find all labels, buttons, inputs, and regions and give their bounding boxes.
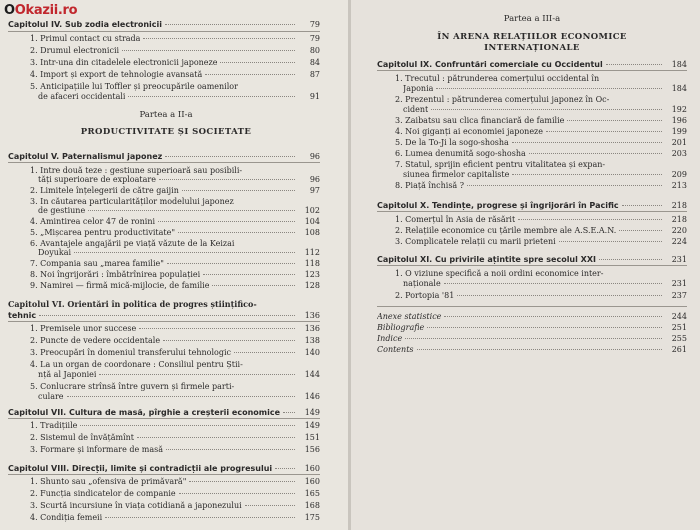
toc-page-number: 165 bbox=[304, 489, 320, 498]
annex-entry bbox=[377, 345, 687, 354]
toc-entry bbox=[395, 291, 687, 300]
toc-page-number: 108 bbox=[304, 228, 320, 237]
dot-leader bbox=[529, 153, 662, 154]
toc-entry bbox=[30, 270, 320, 279]
toc-entry-text: 4. Condiția femeii bbox=[30, 513, 103, 522]
toc-page-number: 91 bbox=[309, 92, 320, 101]
toc-entry bbox=[30, 281, 320, 290]
dot-leader bbox=[166, 449, 295, 450]
dot-leader bbox=[80, 425, 295, 426]
toc-page-number: 192 bbox=[671, 105, 687, 114]
part-label: Partea a II-a bbox=[139, 110, 193, 120]
chapter-heading bbox=[377, 201, 687, 210]
toc-entry-text: 1. Trecutul : pătrunderea comerțului occidental în bbox=[395, 74, 600, 83]
toc-page-number: 79 bbox=[309, 34, 320, 43]
annex-entry bbox=[377, 323, 687, 332]
toc-entry bbox=[30, 259, 320, 268]
toc-page-number: 255 bbox=[671, 334, 687, 343]
rule-line bbox=[8, 418, 320, 419]
toc-entry-text: 1. Premisele unor succese bbox=[30, 324, 137, 333]
toc-page-number: 261 bbox=[671, 345, 687, 354]
toc-page-number: 196 bbox=[671, 116, 687, 125]
toc-entry bbox=[38, 92, 320, 101]
toc-entry-text: tăți superioare de exploatare bbox=[38, 175, 156, 184]
dot-leader bbox=[622, 205, 662, 206]
toc-page-number: 96 bbox=[309, 152, 320, 161]
toc-entry bbox=[30, 489, 320, 498]
dot-leader bbox=[203, 274, 295, 275]
toc-entry bbox=[30, 336, 320, 345]
dot-leader bbox=[220, 62, 295, 63]
dot-leader bbox=[606, 64, 662, 65]
toc-entry-text: Capitolul VII. Cultura de masă, pîrghie a creșterii economice bbox=[8, 408, 281, 417]
toc-entry-text: 4. Noi giganți ai economiei japoneze bbox=[395, 127, 544, 136]
dot-leader bbox=[105, 517, 295, 518]
toc-entry-text: 2. Sistemul de învățămînt bbox=[30, 433, 135, 442]
toc-entry bbox=[403, 105, 687, 114]
toc-entry-text: nță al Japoniei bbox=[38, 370, 97, 379]
toc-page-number: 136 bbox=[304, 324, 320, 333]
toc-entry bbox=[30, 186, 320, 195]
dot-leader bbox=[165, 24, 295, 25]
toc-page-number: 184 bbox=[671, 60, 687, 69]
toc-page-number: 118 bbox=[304, 259, 320, 268]
toc-entry-text: 8. Piață închisă ? bbox=[395, 181, 465, 190]
toc-page-number: 224 bbox=[671, 237, 687, 246]
toc-page-number: 87 bbox=[309, 70, 320, 79]
dot-leader bbox=[137, 437, 295, 438]
toc-entry-text: Capitolul X. Tendințe, progrese și îngrijorări în Pacific bbox=[377, 201, 619, 210]
chapter-heading bbox=[377, 60, 687, 69]
dot-leader bbox=[512, 174, 662, 175]
toc-entry bbox=[38, 175, 320, 184]
rule-line bbox=[377, 70, 687, 71]
annex-entry bbox=[377, 334, 687, 343]
toc-page-number: 244 bbox=[671, 312, 687, 321]
rule-line bbox=[377, 211, 687, 212]
toc-page-number: 201 bbox=[671, 138, 687, 147]
toc-entry bbox=[395, 237, 687, 246]
toc-entry bbox=[38, 392, 320, 401]
toc-entry bbox=[38, 206, 320, 215]
toc-entry-text: Anexe statistice bbox=[377, 312, 442, 321]
dot-leader bbox=[189, 481, 295, 482]
toc-entry-text: de gestiune bbox=[38, 206, 86, 215]
dot-leader bbox=[67, 396, 295, 397]
toc-page-number: 218 bbox=[671, 215, 687, 224]
toc-entry bbox=[30, 421, 320, 430]
toc-page-number: 151 bbox=[304, 433, 320, 442]
rule-line bbox=[8, 162, 320, 163]
toc-entry-text: 3. Preocupări în domeniul transferului tehnologic bbox=[30, 348, 232, 357]
toc-page-number: 112 bbox=[304, 248, 320, 257]
toc-entry-text: 2. Puncte de vedere occidentale bbox=[30, 336, 161, 345]
toc-entry bbox=[30, 58, 320, 67]
toc-entry-text: 2. Limitele înțelegerii de către gaijin bbox=[30, 186, 179, 195]
toc-page-number: 175 bbox=[304, 513, 320, 522]
toc-page-number: 209 bbox=[671, 170, 687, 179]
dot-leader bbox=[179, 493, 295, 494]
dot-leader bbox=[275, 468, 295, 469]
toc-page-number: 123 bbox=[304, 270, 320, 279]
annex-entry bbox=[377, 312, 687, 321]
toc-page-number: 96 bbox=[309, 175, 320, 184]
toc-entry-text: 3. Formare și informare de masă bbox=[30, 445, 163, 454]
toc-entry bbox=[395, 116, 687, 125]
toc-entry-text: Capitolul IX. Confruntări comerciale cu Occidentul bbox=[377, 60, 603, 69]
rule-line bbox=[8, 474, 320, 475]
toc-page-number: 237 bbox=[671, 291, 687, 300]
dot-leader bbox=[158, 221, 295, 222]
left-page bbox=[0, 0, 349, 530]
toc-entry-text: culare bbox=[38, 392, 64, 401]
toc-entry-text: Capitolul IV. Sub zodia electronicii bbox=[8, 20, 163, 29]
toc-entry bbox=[395, 181, 687, 190]
toc-page-number: 218 bbox=[671, 201, 687, 210]
dot-leader bbox=[444, 316, 662, 317]
toc-page-number: 128 bbox=[304, 281, 320, 290]
toc-entry-text: 5. Conlucrare strînsă între guvern și firmele parti- bbox=[30, 382, 235, 391]
toc-entry-text: Indice bbox=[377, 334, 403, 343]
toc-page-number: 140 bbox=[304, 348, 320, 357]
part-title: ÎN ARENA RELAȚIILOR ECONOMICE bbox=[437, 32, 627, 42]
toc-entry bbox=[395, 149, 687, 158]
part-title: INTERNAȚIONALE bbox=[484, 43, 580, 53]
toc-entry-text: Capitolul XI. Cu privirile ațintite spre secolul XXI bbox=[377, 255, 596, 264]
toc-entry bbox=[30, 501, 320, 510]
dot-leader bbox=[512, 142, 662, 143]
chapter-heading bbox=[8, 408, 320, 417]
dot-leader bbox=[159, 179, 295, 180]
chapter-heading bbox=[8, 152, 320, 161]
toc-entry-text: 6. Lumea denumită sogo-shosha bbox=[395, 149, 526, 158]
toc-entry-text: 3. Intr-una din citadelele electronicii japoneze bbox=[30, 58, 218, 67]
right-page bbox=[351, 0, 700, 530]
toc-page-number: 104 bbox=[304, 217, 320, 226]
part-title: PRODUCTIVITATE ȘI SOCIETATE bbox=[80, 127, 252, 137]
toc-page-number: 102 bbox=[304, 206, 320, 215]
toc-entry bbox=[395, 226, 687, 235]
watermark-logo: OOkazii.ro bbox=[4, 3, 78, 18]
dot-leader bbox=[405, 338, 662, 339]
dot-leader bbox=[457, 295, 662, 296]
toc-entry bbox=[403, 84, 687, 93]
dot-leader bbox=[139, 328, 295, 329]
dot-leader bbox=[567, 120, 662, 121]
toc-entry bbox=[395, 127, 687, 136]
dot-leader bbox=[128, 96, 295, 97]
dot-leader bbox=[143, 38, 295, 39]
part-label: Partea a III-a bbox=[503, 14, 561, 24]
toc-entry bbox=[30, 217, 320, 226]
toc-entry-text: 3. Scurtă incursiune în viața cotidiană a japonezului bbox=[30, 501, 242, 510]
toc-entry-text: 3. Zaibatsu sau clica financiară de familie bbox=[395, 116, 565, 125]
toc-entry-text: 3. In căutarea particularităților modelului japonez bbox=[30, 197, 234, 206]
toc-entry-text: 4. Import și export de tehnologie avansată bbox=[30, 70, 203, 79]
toc-page-number: 138 bbox=[304, 336, 320, 345]
toc-page-number: 160 bbox=[304, 477, 320, 486]
toc-page-number: 251 bbox=[671, 323, 687, 332]
toc-entry bbox=[30, 70, 320, 79]
toc-entry bbox=[38, 370, 320, 379]
toc-entry-text: Capitolul VIII. Direcții, limite și contradicții ale progresului bbox=[8, 464, 273, 473]
dot-leader bbox=[178, 232, 295, 233]
toc-page-number: 80 bbox=[309, 46, 320, 55]
toc-page-number: 149 bbox=[304, 421, 320, 430]
toc-entry-text: 5. „Mișcarea pentru productivitate" bbox=[30, 228, 176, 237]
toc-entry bbox=[30, 348, 320, 357]
toc-page-number: 231 bbox=[671, 255, 687, 264]
toc-page-number: 220 bbox=[671, 226, 687, 235]
chapter-heading bbox=[8, 20, 320, 29]
toc-page-number: 146 bbox=[304, 392, 320, 401]
toc-entry-text: 1. Comerțul în Asia de răsărit bbox=[395, 215, 516, 224]
dot-leader bbox=[163, 340, 295, 341]
toc-entry-text: 9. Namirei — firmă mică-mijlocie, de familie bbox=[30, 281, 210, 290]
dot-leader bbox=[165, 156, 295, 157]
dot-leader bbox=[427, 327, 662, 328]
dot-leader bbox=[39, 315, 295, 316]
dot-leader bbox=[599, 259, 662, 260]
dot-leader bbox=[467, 185, 662, 186]
toc-entry bbox=[30, 433, 320, 442]
toc-entry bbox=[30, 46, 320, 55]
toc-page-number: 203 bbox=[671, 149, 687, 158]
toc-page-number: 168 bbox=[304, 501, 320, 510]
rule-line bbox=[8, 321, 320, 322]
dot-leader bbox=[205, 74, 295, 75]
toc-page-number: 199 bbox=[671, 127, 687, 136]
toc-page-number: 136 bbox=[304, 311, 320, 320]
dot-leader bbox=[518, 219, 662, 220]
toc-page-number: 144 bbox=[304, 370, 320, 379]
toc-entry bbox=[30, 477, 320, 486]
chapter-heading bbox=[8, 464, 320, 473]
dot-leader bbox=[122, 50, 295, 51]
toc-entry-text: 1. Intre două teze : gestiune superioară sau posibili- bbox=[30, 166, 243, 175]
toc-entry-text: siunea firmelor capitaliste bbox=[403, 170, 510, 179]
toc-entry-text: cident bbox=[403, 105, 429, 114]
toc-entry-text: 2. Funcția sindicatelor de companie bbox=[30, 489, 176, 498]
toc-page-number: 84 bbox=[309, 58, 320, 67]
toc-entry-text: Capitolul V. Paternalismul japonez bbox=[8, 152, 163, 161]
toc-entry-text: Japonia bbox=[403, 84, 434, 93]
dot-leader bbox=[167, 263, 295, 264]
toc-entry bbox=[38, 248, 320, 257]
toc-entry bbox=[30, 228, 320, 237]
toc-page-number: 156 bbox=[304, 445, 320, 454]
rule-line bbox=[8, 31, 320, 32]
dot-leader bbox=[546, 131, 662, 132]
toc-entry-text: 4. Amintirea celor 47 de ronini bbox=[30, 217, 156, 226]
toc-entry bbox=[30, 445, 320, 454]
toc-entry-text: 2. Prezentul : pătrunderea comerțului japonez în Oc- bbox=[395, 95, 610, 104]
dot-leader bbox=[182, 190, 295, 191]
toc-entry-text: 1. Primul contact cu strada bbox=[30, 34, 141, 43]
dot-leader bbox=[559, 241, 662, 242]
toc-entry-text: tehnic bbox=[8, 311, 37, 320]
toc-entry-text: Contents bbox=[377, 345, 414, 354]
toc-entry-text: 2. Portopia '81 bbox=[395, 291, 455, 300]
rule-line bbox=[377, 265, 687, 266]
toc-page-number: 160 bbox=[304, 464, 320, 473]
dot-leader bbox=[436, 88, 662, 89]
toc-entry-text: 7. Compania sau „marea familie" bbox=[30, 259, 164, 268]
toc-page-number: 213 bbox=[671, 181, 687, 190]
dot-leader bbox=[417, 349, 662, 350]
dot-leader bbox=[283, 412, 295, 413]
dot-leader bbox=[444, 283, 662, 284]
toc-entry bbox=[395, 215, 687, 224]
toc-entry bbox=[395, 138, 687, 147]
toc-entry-text: 3. Complicatele relații cu marii prieteni bbox=[395, 237, 556, 246]
toc-entry-text: 1. Shunto sau „ofensiva de primăvară" bbox=[30, 477, 187, 486]
toc-page-number: 231 bbox=[671, 279, 687, 288]
dot-leader bbox=[431, 109, 662, 110]
toc-entry-text: 2. Drumul electronicii bbox=[30, 46, 120, 55]
toc-entry-text: 8. Noi îngrijorări : îmbătrînirea populației bbox=[30, 270, 201, 279]
dot-leader bbox=[74, 252, 295, 253]
watermark-text: Okazii.ro bbox=[14, 3, 78, 18]
toc-entry-text: naționale bbox=[403, 279, 441, 288]
dot-leader bbox=[619, 230, 662, 231]
toc-entry bbox=[30, 513, 320, 522]
toc-entry-text: 6. Avantajele angajării pe viață văzute de la Keizai bbox=[30, 239, 235, 248]
rule-line bbox=[377, 306, 687, 307]
toc-entry bbox=[403, 170, 687, 179]
toc-entry-text: 2. Relațiile economice cu țările membre ale A.S.E.A.N. bbox=[395, 226, 617, 235]
dot-leader bbox=[99, 374, 295, 375]
chapter-heading bbox=[377, 255, 687, 264]
toc-entry-text: 5. Anticipațiile lui Toffler și preocupările oamenilor bbox=[30, 82, 238, 91]
toc-page-number: 97 bbox=[309, 186, 320, 195]
chapter-heading: Capitolul VI. Orientări în politica de progres științifico- bbox=[8, 299, 257, 309]
toc-entry-text: 4. La un organ de coordonare : Consiliul pentru Știi- bbox=[30, 360, 243, 369]
toc-entry-text: 1. O viziune specifică a noii ordini economice inter- bbox=[395, 269, 604, 278]
toc-entry-text: Doyukai bbox=[38, 248, 72, 257]
toc-entry bbox=[30, 34, 320, 43]
dot-leader bbox=[245, 505, 295, 506]
toc-page-number: 184 bbox=[671, 84, 687, 93]
dot-leader bbox=[88, 210, 295, 211]
toc-page-number: 149 bbox=[304, 408, 320, 417]
chapter-heading-continuation bbox=[8, 311, 320, 320]
toc-entry-text: 1. Tradițiile bbox=[30, 421, 78, 430]
toc-page-number: 79 bbox=[309, 20, 320, 29]
toc-entry-text: Bibliografie bbox=[377, 323, 425, 332]
toc-entry bbox=[403, 279, 687, 288]
dot-leader bbox=[212, 285, 295, 286]
toc-entry-text: de afaceri occidentali bbox=[38, 92, 126, 101]
toc-entry-text: 7. Statul, sprijin eficient pentru vitalitatea și expan- bbox=[395, 160, 606, 169]
toc-entry bbox=[30, 324, 320, 333]
toc-entry-text: 5. De la To-Ji la sogo-shosha bbox=[395, 138, 509, 147]
dot-leader bbox=[234, 352, 295, 353]
